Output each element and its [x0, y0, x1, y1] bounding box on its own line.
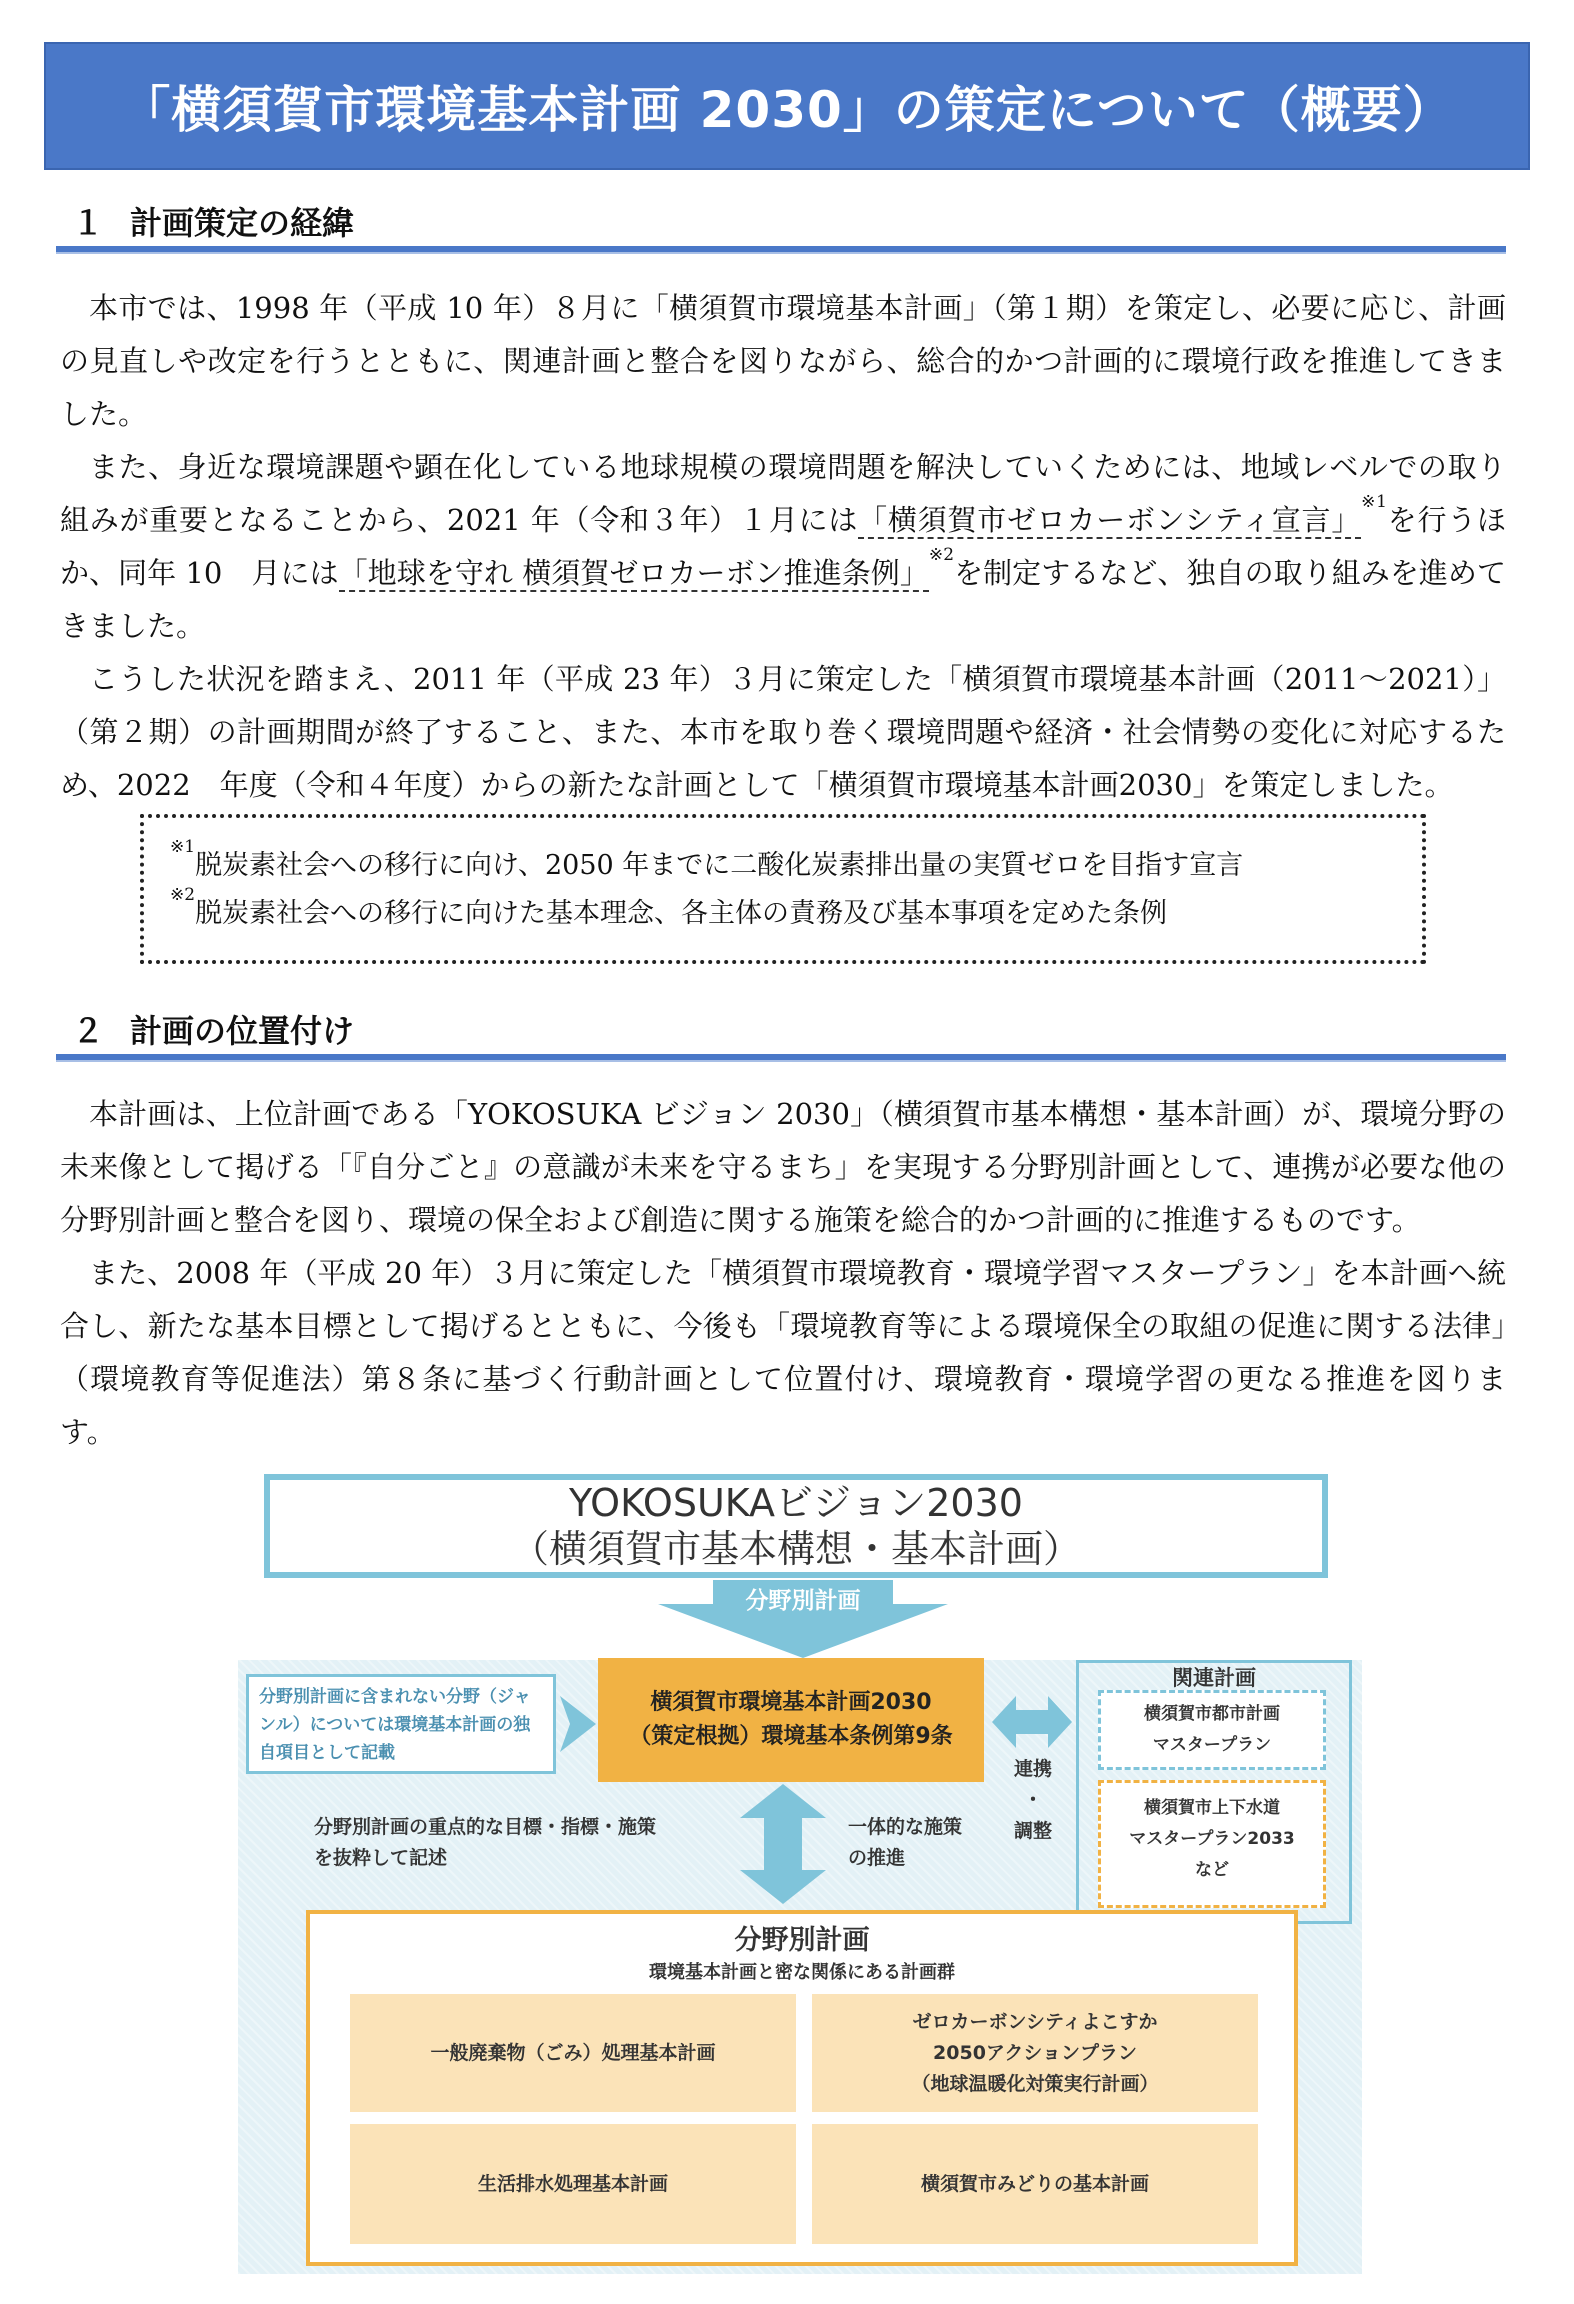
footnote-1-mark: ※1: [170, 837, 196, 857]
p2-text-a: また、身近な環境課題や顕在化している地球規模の環境問題を解決していくためには、地域レベルでの取り組みが重要となることから、2021 年（令和３年）１月には: [60, 450, 1506, 537]
footnote-2: [170, 885, 1402, 938]
section2-divider: [56, 1054, 1506, 1062]
section1-title: 計画策定の経緯: [130, 204, 355, 242]
unified-note-line1: 一体的な施策: [848, 1816, 963, 1838]
coordination-dot: ・: [1023, 1789, 1043, 1811]
section1-number: １: [71, 204, 104, 242]
zero-carbon-declaration: 「横須賀市ゼロカーボンシティ宣言」: [858, 503, 1362, 537]
left-note-box: 分野別計画に含まれない分野（ジャンル）については環境基本計画の独自項目として記載: [246, 1674, 556, 1774]
vision-box: [264, 1474, 1328, 1578]
extract-note-line2: を抜粋して記述: [314, 1847, 448, 1869]
footnote-2-text: 脱炭素社会への移行に向けた基本理念、各主体の責務及び基本事項を定めた条例: [195, 898, 1168, 929]
p2-text-c: を制定するなど、独自の取り組みを進めてきました。: [60, 556, 1506, 643]
coordination-word-1: 連携: [1013, 1758, 1052, 1780]
right-arrow-icon: [560, 1696, 596, 1752]
section1-body: [60, 282, 1506, 812]
section2-body: [60, 1088, 1506, 1459]
related-plan-2-line3: など: [1195, 1860, 1229, 1880]
section1-heading: [54, 198, 1454, 244]
footnote-box: [140, 814, 1426, 964]
extract-note-line1: 分野別計画の重点的な目標・指標・施策: [314, 1816, 657, 1838]
section2-number: ２: [71, 1012, 104, 1050]
environment-plan-title: 横須賀市環境基本計画2030: [650, 1690, 932, 1715]
related-plan-2-line1: 横須賀市上下水道: [1144, 1798, 1280, 1818]
zero-carbon-plan-line1: ゼロカーボンシティよこすか: [912, 2010, 1158, 2033]
section1-paragraph-3: こうした状況を踏まえ、2011 年（平成 23 年）３月に策定した「横須賀市環境基本計画（2011〜2021）」（第２期）の計画期間が終了すること、また、本市を取り巻く環境問題や経済・社会情勢の変化に対応するため、2022 年度（令和４年度）からの新たな計画として「横須賀市環境基本計画2030」を策定しました。: [60, 662, 1506, 802]
p2-text-b: を行うほか、同年 10 月には: [60, 503, 1506, 590]
unified-note: [848, 1812, 1048, 1874]
environment-plan-basis: （策定根拠）環境基本条例第9条: [629, 1724, 953, 1749]
sector-plans-subtitle: 環境基本計画と密な関係にある計画群: [649, 1962, 955, 1983]
section2-paragraph-1: 本計画は、上位計画である「YOKOSUKA ビジョン 2030」（横須賀市基本構想・基本計画）が、環境分野の未来像として掲げる「『自分ごと』の意識が未来を守るまち」を実現する分野別計画として、連携が必要な他の分野別計画と整合を図り、環境の保全および創造に関する施策を総合的かつ計画的に推進するものです。: [60, 1097, 1506, 1237]
up-down-arrow-icon: [740, 1784, 826, 1904]
footnote-ref-2: ※2: [928, 545, 955, 566]
left-right-arrow-icon: [992, 1696, 1072, 1748]
related-plan-city-planning: [1098, 1690, 1326, 1770]
wastewater-plan-cell: 生活排水処理基本計画: [350, 2124, 796, 2244]
section2-paragraph-2: また、2008 年（平成 20 年）３月に策定した「横須賀市環境教育・環境学習マスタープラン」を本計画へ統合し、新たな基本目標として掲げるとともに、今後も「環境教育等による環境保全の取組の促進に関する法律」（環境教育等促進法）第８条に基づく行動計画として位置付け、環境教育・環境学習の更なる推進を図ります。: [60, 1256, 1506, 1449]
section1-paragraph-2: [60, 441, 1506, 653]
page-title: 「横須賀市環境基本計画 2030」の策定について（概要）: [44, 42, 1530, 170]
section1-divider: [56, 246, 1506, 254]
arrow-label: 分野別計画: [745, 1588, 861, 1614]
section2-title: 計画の位置付け: [130, 1012, 355, 1050]
waste-plan-cell: 一般廃棄物（ごみ）処理基本計画: [350, 1994, 796, 2112]
vision-title: YOKOSUKAビジョン2030: [569, 1481, 1023, 1525]
related-plan-2-line2: マスタープラン2033: [1129, 1829, 1295, 1849]
section2-heading: [54, 1006, 1454, 1052]
plan-position-diagram: [238, 1474, 1362, 2274]
environment-plan-box: [598, 1658, 984, 1782]
unified-note-line2: の推進: [848, 1847, 906, 1869]
related-plan-1-line2: マスタープラン: [1152, 1735, 1272, 1755]
footnote-1-text: 脱炭素社会への移行に向け、2050 年までに二酸化炭素排出量の実質ゼロを目指す宣言: [195, 850, 1244, 881]
greenery-plan-cell: 横須賀市みどりの基本計画: [812, 2124, 1258, 2244]
zero-carbon-plan-line2: 2050アクションプラン: [933, 2041, 1137, 2064]
footnote-2-mark: ※2: [170, 885, 196, 905]
vision-subtitle: （横須賀市基本構想・基本計画）: [510, 1527, 1081, 1571]
footnote-ref-1: ※1: [1361, 492, 1387, 513]
related-plan-water: [1098, 1780, 1326, 1908]
footnote-1: [170, 837, 1402, 890]
coordination-word-2: 調整: [1013, 1820, 1052, 1842]
zero-carbon-ordinance: 「地球を守れ 横須賀ゼロカーボン推進条例」: [338, 556, 929, 590]
sector-plans-title: 分野別計画: [734, 1925, 870, 1956]
zero-carbon-plan-line3: （地球温暖化対策実行計画）: [911, 2072, 1159, 2095]
related-plans-title: 関連計画: [1172, 1666, 1256, 1690]
extract-note: [314, 1812, 734, 1874]
zero-carbon-plan-cell: [812, 1994, 1258, 2112]
section1-paragraph-1: 本市では、1998 年（平成 10 年）８月に「横須賀市環境基本計画」（第１期）を策定し、必要に応じ、計画の見直しや改定を行うとともに、関連計画と整合を図りながら、総合的かつ計画的に環境行政を推進してきました。: [60, 291, 1506, 431]
related-plan-1-line1: 横須賀市都市計画: [1144, 1704, 1280, 1724]
